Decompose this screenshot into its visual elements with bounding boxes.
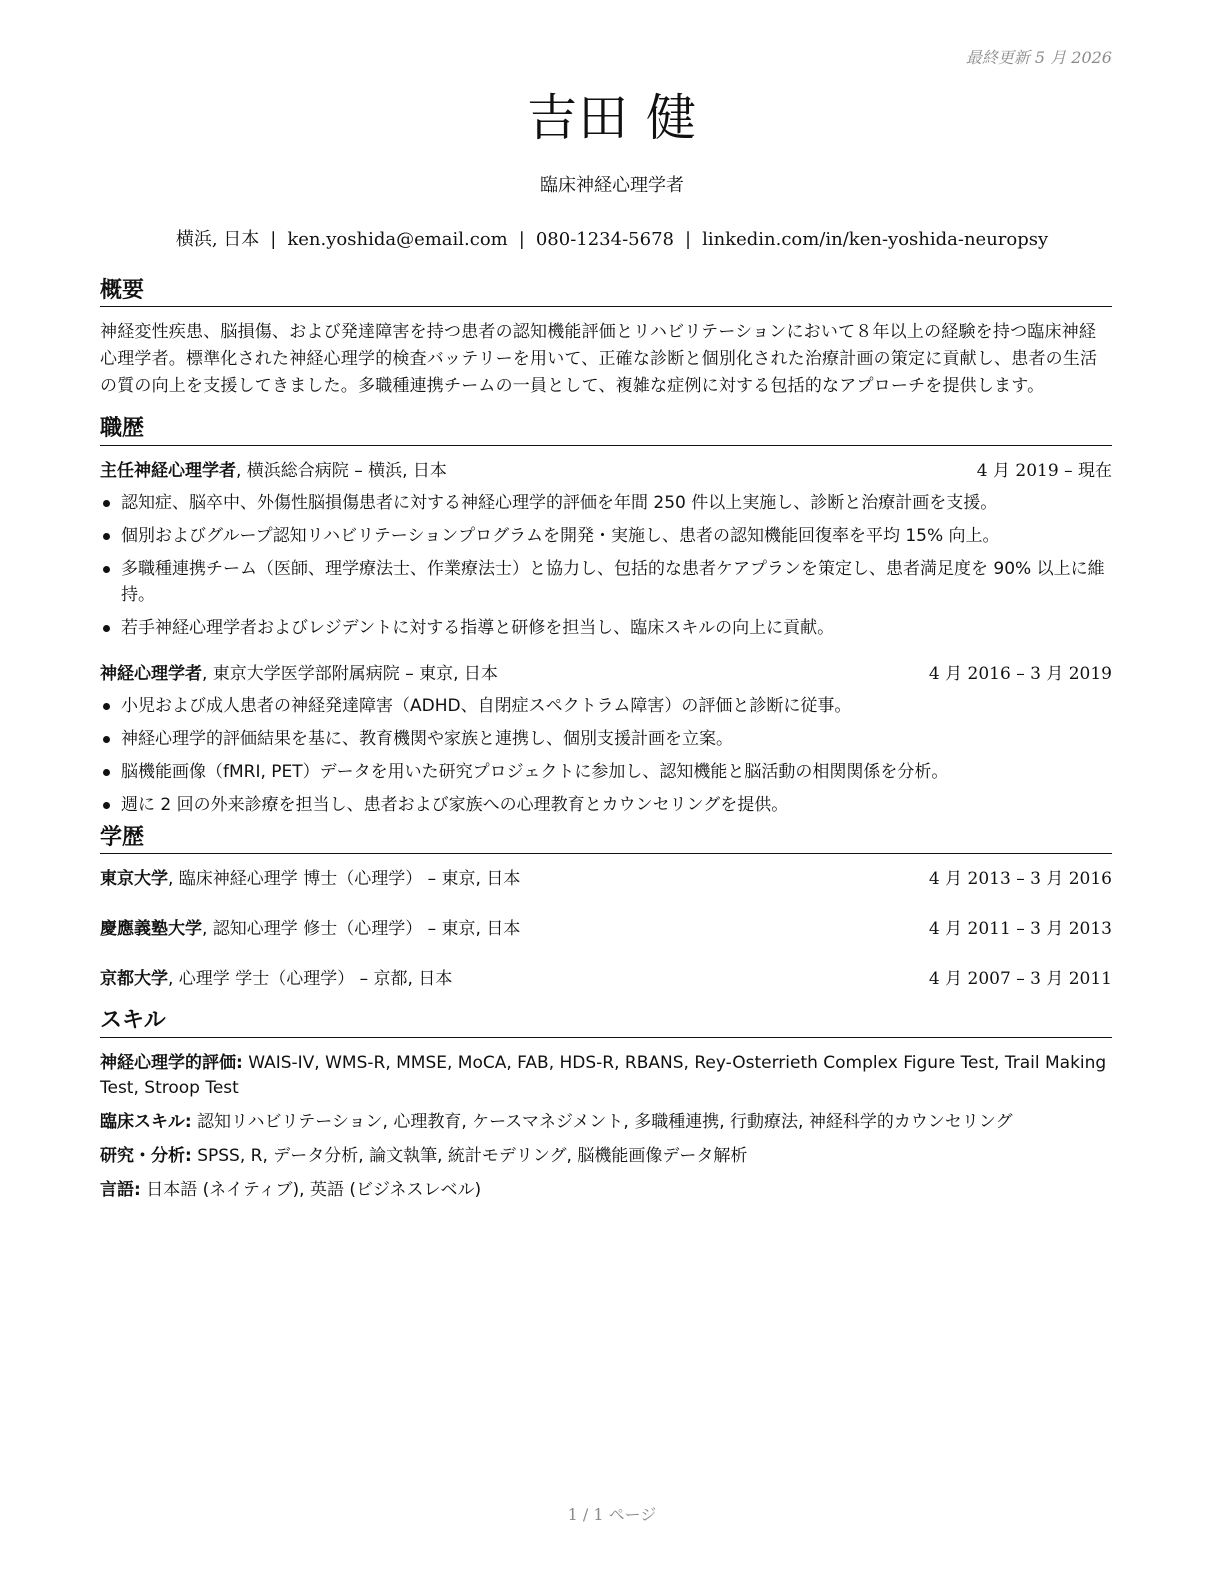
separator: | [518, 229, 525, 250]
education-dates: 4 月 2007 – 3 月 2011 [928, 969, 1112, 990]
degree-detail: , 臨床神経心理学 博士（心理学） – 東京, 日本 [168, 869, 521, 890]
degree-detail: , 認知心理学 修士（心理学） – 東京, 日本 [202, 919, 521, 940]
section-title-experience: 職歴 [100, 416, 1112, 445]
job-title-line [100, 458, 447, 484]
contact-location: 横浜, 日本 [175, 229, 260, 250]
job-org: , 東京大学医学部附属病院 – 東京, 日本 [202, 663, 498, 684]
section-title-summary: 概要 [100, 278, 1112, 307]
skill-label: 臨床スキル: [100, 1111, 192, 1132]
education-item [100, 966, 1112, 992]
contact-email[interactable]: ken.yoshida@email.com [287, 229, 508, 250]
skill-value: WAIS-IV, WMS-R, MMSE, MoCA, FAB, HDS-R, RBANS, Rey-Osterrieth Complex Figure Test, Trail Making Test, Stroop Test [100, 1052, 1107, 1098]
job-header [100, 661, 1112, 687]
education-dates: 4 月 2011 – 3 月 2013 [928, 919, 1112, 940]
job-title-line [100, 661, 498, 687]
job-header [100, 458, 1112, 484]
contact-line [0, 225, 1224, 251]
bullet-item: 個別およびグループ認知リハビリテーションプログラムを開発・実施し、患者の認知機能回復率を平均 15% 向上。 [100, 523, 1112, 549]
education-line [100, 866, 520, 892]
skill-row [100, 1051, 1112, 1101]
bullet-item: 小児および成人患者の神経発達障害（ADHD、自閉症スペクトラム障害）の評価と診断に従事。 [100, 693, 1112, 719]
bullet-item: 認知症、脳卒中、外傷性脳損傷患者に対する神経心理学的評価を年間 250 件以上実施し、診断と治療計画を支援。 [100, 490, 1112, 516]
skill-value: SPSS, R, データ分析, 論文執筆, 統計モデリング, 脳機能画像データ解析 [191, 1145, 748, 1166]
skill-label: 研究・分析: [100, 1145, 192, 1166]
bullet-item: 脳機能画像（fMRI, PET）データを用いた研究プロジェクトに参加し、認知機能と脳活動の相関関係を分析。 [100, 759, 1112, 785]
degree-detail: , 心理学 学士（心理学） – 京都, 日本 [168, 969, 453, 990]
bullet-item: 週に 2 回の外来診療を担当し、患者および家族への心理教育とカウンセリングを提供。 [100, 792, 1112, 818]
education-item [100, 916, 1112, 942]
school-name: 京都大学 [100, 969, 168, 990]
job-bullets [100, 693, 1112, 818]
education-line [100, 966, 452, 992]
page-number: 1 / 1 ページ [567, 1505, 657, 1524]
section-title-education: 学歴 [100, 825, 1112, 854]
skill-row [100, 1110, 1112, 1135]
skill-value: 認知リハビリテーション, 心理教育, ケースマネジメント, 多職種連携, 行動療法, 神経科学的カウンセリング [191, 1111, 1013, 1132]
education-section [100, 825, 1112, 992]
education-dates: 4 月 2013 – 3 月 2016 [928, 869, 1112, 890]
job-title: 臨床神経心理学者 [540, 175, 684, 196]
job-bullets [100, 490, 1112, 641]
bullet-item: 神経心理学的評価結果を基に、教育機関や家族と連携し、個別支援計画を立案。 [100, 726, 1112, 752]
job-role: 神経心理学者 [100, 663, 202, 684]
skill-value: 日本語 (ネイティブ), 英語 (ビジネスレベル) [140, 1179, 482, 1200]
school-name: 東京大学 [100, 869, 168, 890]
skill-row [100, 1144, 1112, 1169]
job-role: 主任神経心理学者 [100, 460, 236, 481]
skill-label: 言語: [100, 1179, 141, 1200]
education-line [100, 916, 520, 942]
skills-section [100, 1008, 1112, 1202]
resume-body [100, 278, 1112, 1203]
bullet-item: 若手神経心理学者およびレジデントに対する指導と研修を担当し、臨床スキルの向上に貢献。 [100, 615, 1112, 641]
separator: | [270, 229, 277, 250]
school-name: 慶應義塾大学 [100, 919, 202, 940]
skill-label: 神経心理学的評価: [100, 1052, 243, 1073]
contact-linkedin[interactable]: linkedin.com/in/ken-yoshida-neuropsy [702, 229, 1049, 250]
job-dates: 4 月 2016 – 3 月 2019 [928, 663, 1112, 684]
section-title-skills: スキル [100, 1008, 1112, 1037]
contact-phone: 080-1234-5678 [535, 229, 674, 250]
experience-section [100, 416, 1112, 817]
skill-row [100, 1178, 1112, 1203]
education-item [100, 866, 1112, 892]
job-org: , 横浜総合病院 – 横浜, 日本 [236, 460, 447, 481]
summary-text: 神経変性疾患、脳損傷、および発達障害を持つ患者の認知機能評価とリハビリテーションにおいて８年以上の経験を持つ臨床神経心理学者。標準化された神経心理学的検査バッテリーを用いて、正確な診断と個別化された治療計画の策定に貢献し、患者の生活の質の向上を支援してきました。多職種連携チームの一員として、複雑な症例に対する包括的なアプローチを提供します。 [100, 322, 1098, 397]
last-updated: 最終更新 5 月 2026 [965, 48, 1112, 67]
separator: | [684, 229, 692, 250]
bullet-item: 多職種連携チーム（医師、理学療法士、作業療法士）と協力し、包括的な患者ケアプランを策定し、患者満足度を 90% 以上に維持。 [100, 556, 1112, 608]
summary-section [100, 278, 1112, 400]
person-name: 吉田 健 [527, 89, 697, 147]
job-dates: 4 月 2019 – 現在 [976, 460, 1112, 481]
